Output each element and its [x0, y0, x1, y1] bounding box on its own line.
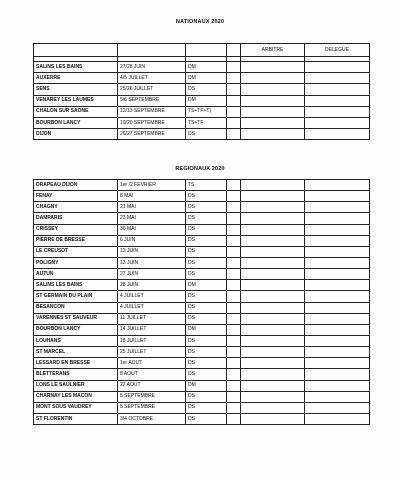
table-row: [34, 313, 370, 324]
lieu-cell: BESANCON: [34, 302, 118, 313]
type-cell: DS: [186, 347, 227, 358]
table-row: [34, 380, 370, 391]
nationaux-title: NATIONAUX 2020: [175, 19, 225, 25]
date-cell: 5 SEPTEMBRE: [118, 402, 186, 413]
lieu-cell: VARENNES ST SAUVEUR: [34, 313, 118, 324]
table-row: [34, 391, 370, 402]
table-row: [34, 269, 370, 280]
lieu-cell: DIJON: [34, 129, 118, 140]
empty-cell: [227, 302, 241, 313]
empty-cell: [227, 347, 241, 358]
header-delegue: DELEGUE: [305, 44, 370, 57]
arbitre-cell: [241, 291, 305, 302]
lieu-cell: DRAPEAU DIJON: [34, 180, 118, 191]
regionaux-table: [33, 179, 370, 425]
type-cell: DM: [186, 73, 227, 84]
type-cell: DS: [186, 302, 227, 313]
date-cell: 8 AOUT: [118, 369, 186, 380]
empty-cell: [227, 369, 241, 380]
arbitre-cell: [241, 202, 305, 213]
delegue-cell: [305, 235, 370, 246]
type-cell: DS: [186, 291, 227, 302]
empty-cell: [227, 269, 241, 280]
delegue-cell: [305, 84, 370, 95]
empty-cell: [227, 391, 241, 402]
type-cell: DS: [186, 246, 227, 257]
type-cell: DS: [186, 313, 227, 324]
table-row: [34, 129, 370, 140]
table-row: [34, 369, 370, 380]
regionaux-title: REGIONAUX 2020: [175, 166, 225, 172]
empty-cell: [227, 358, 241, 369]
lieu-cell: BOURBON LANCY: [34, 324, 118, 335]
arbitre-cell: [241, 391, 305, 402]
delegue-cell: [305, 202, 370, 213]
empty-cell: [227, 95, 241, 106]
empty-cell: [227, 213, 241, 224]
lieu-cell: ST FLORENTIN: [34, 413, 118, 424]
arbitre-cell: [241, 84, 305, 95]
delegue-cell: [305, 73, 370, 84]
date-cell: 25/26 JUILLET: [118, 84, 186, 95]
type-cell: DS: [186, 335, 227, 346]
type-cell: DS: [186, 269, 227, 280]
empty-cell: [227, 117, 241, 128]
lieu-cell: ST GERMAIN DU PLAIN: [34, 291, 118, 302]
arbitre-cell: [241, 358, 305, 369]
date-cell: 26/27 SEPTEMBRE: [118, 129, 186, 140]
empty-cell: [227, 62, 241, 73]
date-cell: 4 JUILLET: [118, 291, 186, 302]
lieu-cell: LOUHANS: [34, 335, 118, 346]
type-cell: TS+TF: [186, 117, 227, 128]
arbitre-cell: [241, 347, 305, 358]
delegue-cell: [305, 280, 370, 291]
lieu-cell: BOURBON LANCY: [34, 117, 118, 128]
lieu-cell: ST MARCEL: [34, 347, 118, 358]
delegue-cell: [305, 347, 370, 358]
arbitre-cell: [241, 380, 305, 391]
empty-cell: [227, 313, 241, 324]
lieu-cell: BLETTERANS: [34, 369, 118, 380]
table-row: [34, 213, 370, 224]
lieu-cell: LE CREUSOT: [34, 246, 118, 257]
type-cell: DS: [186, 257, 227, 268]
arbitre-cell: [241, 335, 305, 346]
date-cell: 5/6 SEPTEMBRE: [118, 95, 186, 106]
delegue-cell: [305, 246, 370, 257]
lieu-cell: LONS LE SAULNIER: [34, 380, 118, 391]
arbitre-cell: [241, 302, 305, 313]
arbitre-cell: [241, 224, 305, 235]
type-cell: DS: [186, 191, 227, 202]
empty-cell: [227, 129, 241, 140]
arbitre-cell: [241, 191, 305, 202]
arbitre-cell: [241, 369, 305, 380]
table-row: [34, 246, 370, 257]
empty-cell: [227, 246, 241, 257]
type-cell: DS: [186, 358, 227, 369]
table-row: [34, 347, 370, 358]
date-cell: 27/28 JUIN: [118, 62, 186, 73]
delegue-cell: [305, 62, 370, 73]
delegue-cell: [305, 402, 370, 413]
lieu-cell: PIERRE DE BRESSE: [34, 235, 118, 246]
table-row: [34, 280, 370, 291]
empty-cell: [227, 291, 241, 302]
lieu-cell: VENAREY LES LAUMES: [34, 95, 118, 106]
lieu-cell: MONT SOUS VAUDREY: [34, 402, 118, 413]
date-cell: 1er /2 FEVRIER: [118, 180, 186, 191]
date-cell: 4/5 JUILLET: [118, 73, 186, 84]
type-cell: DS: [186, 235, 227, 246]
arbitre-cell: [241, 106, 305, 117]
type-cell: TS: [186, 180, 227, 191]
lieu-cell: LESSARD EN BRESSE: [34, 358, 118, 369]
lieu-cell: DAMPARIS: [34, 213, 118, 224]
date-cell: 27 JUIN: [118, 269, 186, 280]
table-row: [34, 191, 370, 202]
empty-cell: [227, 380, 241, 391]
arbitre-cell: [241, 246, 305, 257]
lieu-cell: CRISSEY: [34, 224, 118, 235]
empty-cell: [227, 257, 241, 268]
table-row: [34, 84, 370, 95]
lieu-cell: SALINS LES BAINS: [34, 280, 118, 291]
date-cell: 23 MAI: [118, 213, 186, 224]
delegue-cell: [305, 224, 370, 235]
lieu-cell: SENS: [34, 84, 118, 95]
type-cell: DM: [186, 324, 227, 335]
date-cell: 11 JUILLET: [118, 313, 186, 324]
date-cell: 6 JUIN: [118, 235, 186, 246]
table-row: [34, 73, 370, 84]
arbitre-cell: [241, 257, 305, 268]
lieu-cell: AUXERRE: [34, 73, 118, 84]
type-cell: DS: [186, 84, 227, 95]
empty-cell: [227, 84, 241, 95]
date-cell: 14 JUILLET: [118, 324, 186, 335]
empty-cell: [227, 324, 241, 335]
empty-cell: [227, 402, 241, 413]
table-row: [34, 202, 370, 213]
lieu-cell: SALINS LES BAINS: [34, 62, 118, 73]
header-arbitre: ARBITRE: [241, 44, 305, 57]
delegue-cell: [305, 257, 370, 268]
table-row: [34, 335, 370, 346]
type-cell: DS: [186, 224, 227, 235]
date-cell: 12/13 SEPTEMBRE: [118, 106, 186, 117]
empty-cell: [227, 235, 241, 246]
delegue-cell: [305, 117, 370, 128]
arbitre-cell: [241, 73, 305, 84]
empty-cell: [227, 73, 241, 84]
lieu-cell: CHARNAY LES MACON: [34, 391, 118, 402]
lieu-cell: AUTUN: [34, 269, 118, 280]
type-cell: DS: [186, 369, 227, 380]
type-cell: DS: [186, 129, 227, 140]
empty-cell: [227, 106, 241, 117]
delegue-cell: [305, 324, 370, 335]
type-cell: DS: [186, 213, 227, 224]
date-cell: 13 JUIN: [118, 246, 186, 257]
arbitre-cell: [241, 313, 305, 324]
delegue-cell: [305, 380, 370, 391]
lieu-cell: POLIGNY: [34, 257, 118, 268]
empty-cell: [227, 202, 241, 213]
lieu-cell: CHALON SUR SAONE: [34, 106, 118, 117]
header-empty-cell: [118, 44, 186, 57]
type-cell: DS: [186, 402, 227, 413]
type-cell: DM: [186, 62, 227, 73]
table-row: [34, 224, 370, 235]
delegue-cell: [305, 213, 370, 224]
delegue-cell: [305, 413, 370, 424]
delegue-cell: [305, 191, 370, 202]
lieu-cell: FENAY: [34, 191, 118, 202]
header-empty-cell: [227, 44, 241, 57]
empty-cell: [227, 224, 241, 235]
table-row: [34, 235, 370, 246]
empty-cell: [227, 335, 241, 346]
lieu-cell: CHAGNY: [34, 202, 118, 213]
type-cell: TS+TF+T): [186, 106, 227, 117]
delegue-cell: [305, 302, 370, 313]
type-cell: DM: [186, 95, 227, 106]
arbitre-cell: [241, 180, 305, 191]
table-row: [34, 358, 370, 369]
table-row: [34, 402, 370, 413]
date-cell: 1er AOUT: [118, 358, 186, 369]
date-cell: 19/20 SEPTEMBRE: [118, 117, 186, 128]
table-row: [34, 117, 370, 128]
delegue-cell: [305, 291, 370, 302]
arbitre-cell: [241, 402, 305, 413]
empty-cell: [227, 280, 241, 291]
arbitre-cell: [241, 213, 305, 224]
arbitre-cell: [241, 269, 305, 280]
delegue-cell: [305, 95, 370, 106]
table-row: [34, 413, 370, 424]
empty-cell: [227, 191, 241, 202]
arbitre-cell: [241, 324, 305, 335]
delegue-cell: [305, 106, 370, 117]
arbitre-cell: [241, 95, 305, 106]
arbitre-cell: [241, 235, 305, 246]
date-cell: 21 MAI: [118, 202, 186, 213]
arbitre-cell: [241, 62, 305, 73]
header-empty-cell: [186, 44, 227, 57]
table-row: [34, 106, 370, 117]
date-cell: 28 JUIN: [118, 280, 186, 291]
table-row: [34, 302, 370, 313]
type-cell: DS: [186, 413, 227, 424]
empty-cell: [227, 413, 241, 424]
table-row: [34, 62, 370, 73]
arbitre-cell: [241, 280, 305, 291]
delegue-cell: [305, 358, 370, 369]
delegue-cell: [305, 313, 370, 324]
delegue-cell: [305, 335, 370, 346]
table-header-row: [34, 44, 370, 57]
date-cell: 18 JUILLET: [118, 335, 186, 346]
date-cell: 30 MAI: [118, 224, 186, 235]
delegue-cell: [305, 129, 370, 140]
type-cell: DM: [186, 280, 227, 291]
arbitre-cell: [241, 117, 305, 128]
table-row: [34, 324, 370, 335]
delegue-cell: [305, 269, 370, 280]
table-row: [34, 180, 370, 191]
empty-cell: [227, 180, 241, 191]
table-row: [34, 257, 370, 268]
delegue-cell: [305, 369, 370, 380]
header-empty-cell: [34, 44, 118, 57]
date-cell: 3/4 OCTOBRE: [118, 413, 186, 424]
date-cell: 13 JUIN: [118, 257, 186, 268]
nationaux-table: [33, 43, 370, 140]
date-cell: 5 SEPTEMBRE: [118, 391, 186, 402]
table-row: [34, 95, 370, 106]
delegue-cell: [305, 180, 370, 191]
table-row: [34, 291, 370, 302]
date-cell: 25 JUILLET: [118, 347, 186, 358]
type-cell: DS: [186, 391, 227, 402]
date-cell: 4 JUILLET: [118, 302, 186, 313]
date-cell: 22 AOUT: [118, 380, 186, 391]
delegue-cell: [305, 391, 370, 402]
type-cell: DM: [186, 380, 227, 391]
arbitre-cell: [241, 413, 305, 424]
arbitre-cell: [241, 129, 305, 140]
date-cell: 8 MAI: [118, 191, 186, 202]
type-cell: DS: [186, 202, 227, 213]
